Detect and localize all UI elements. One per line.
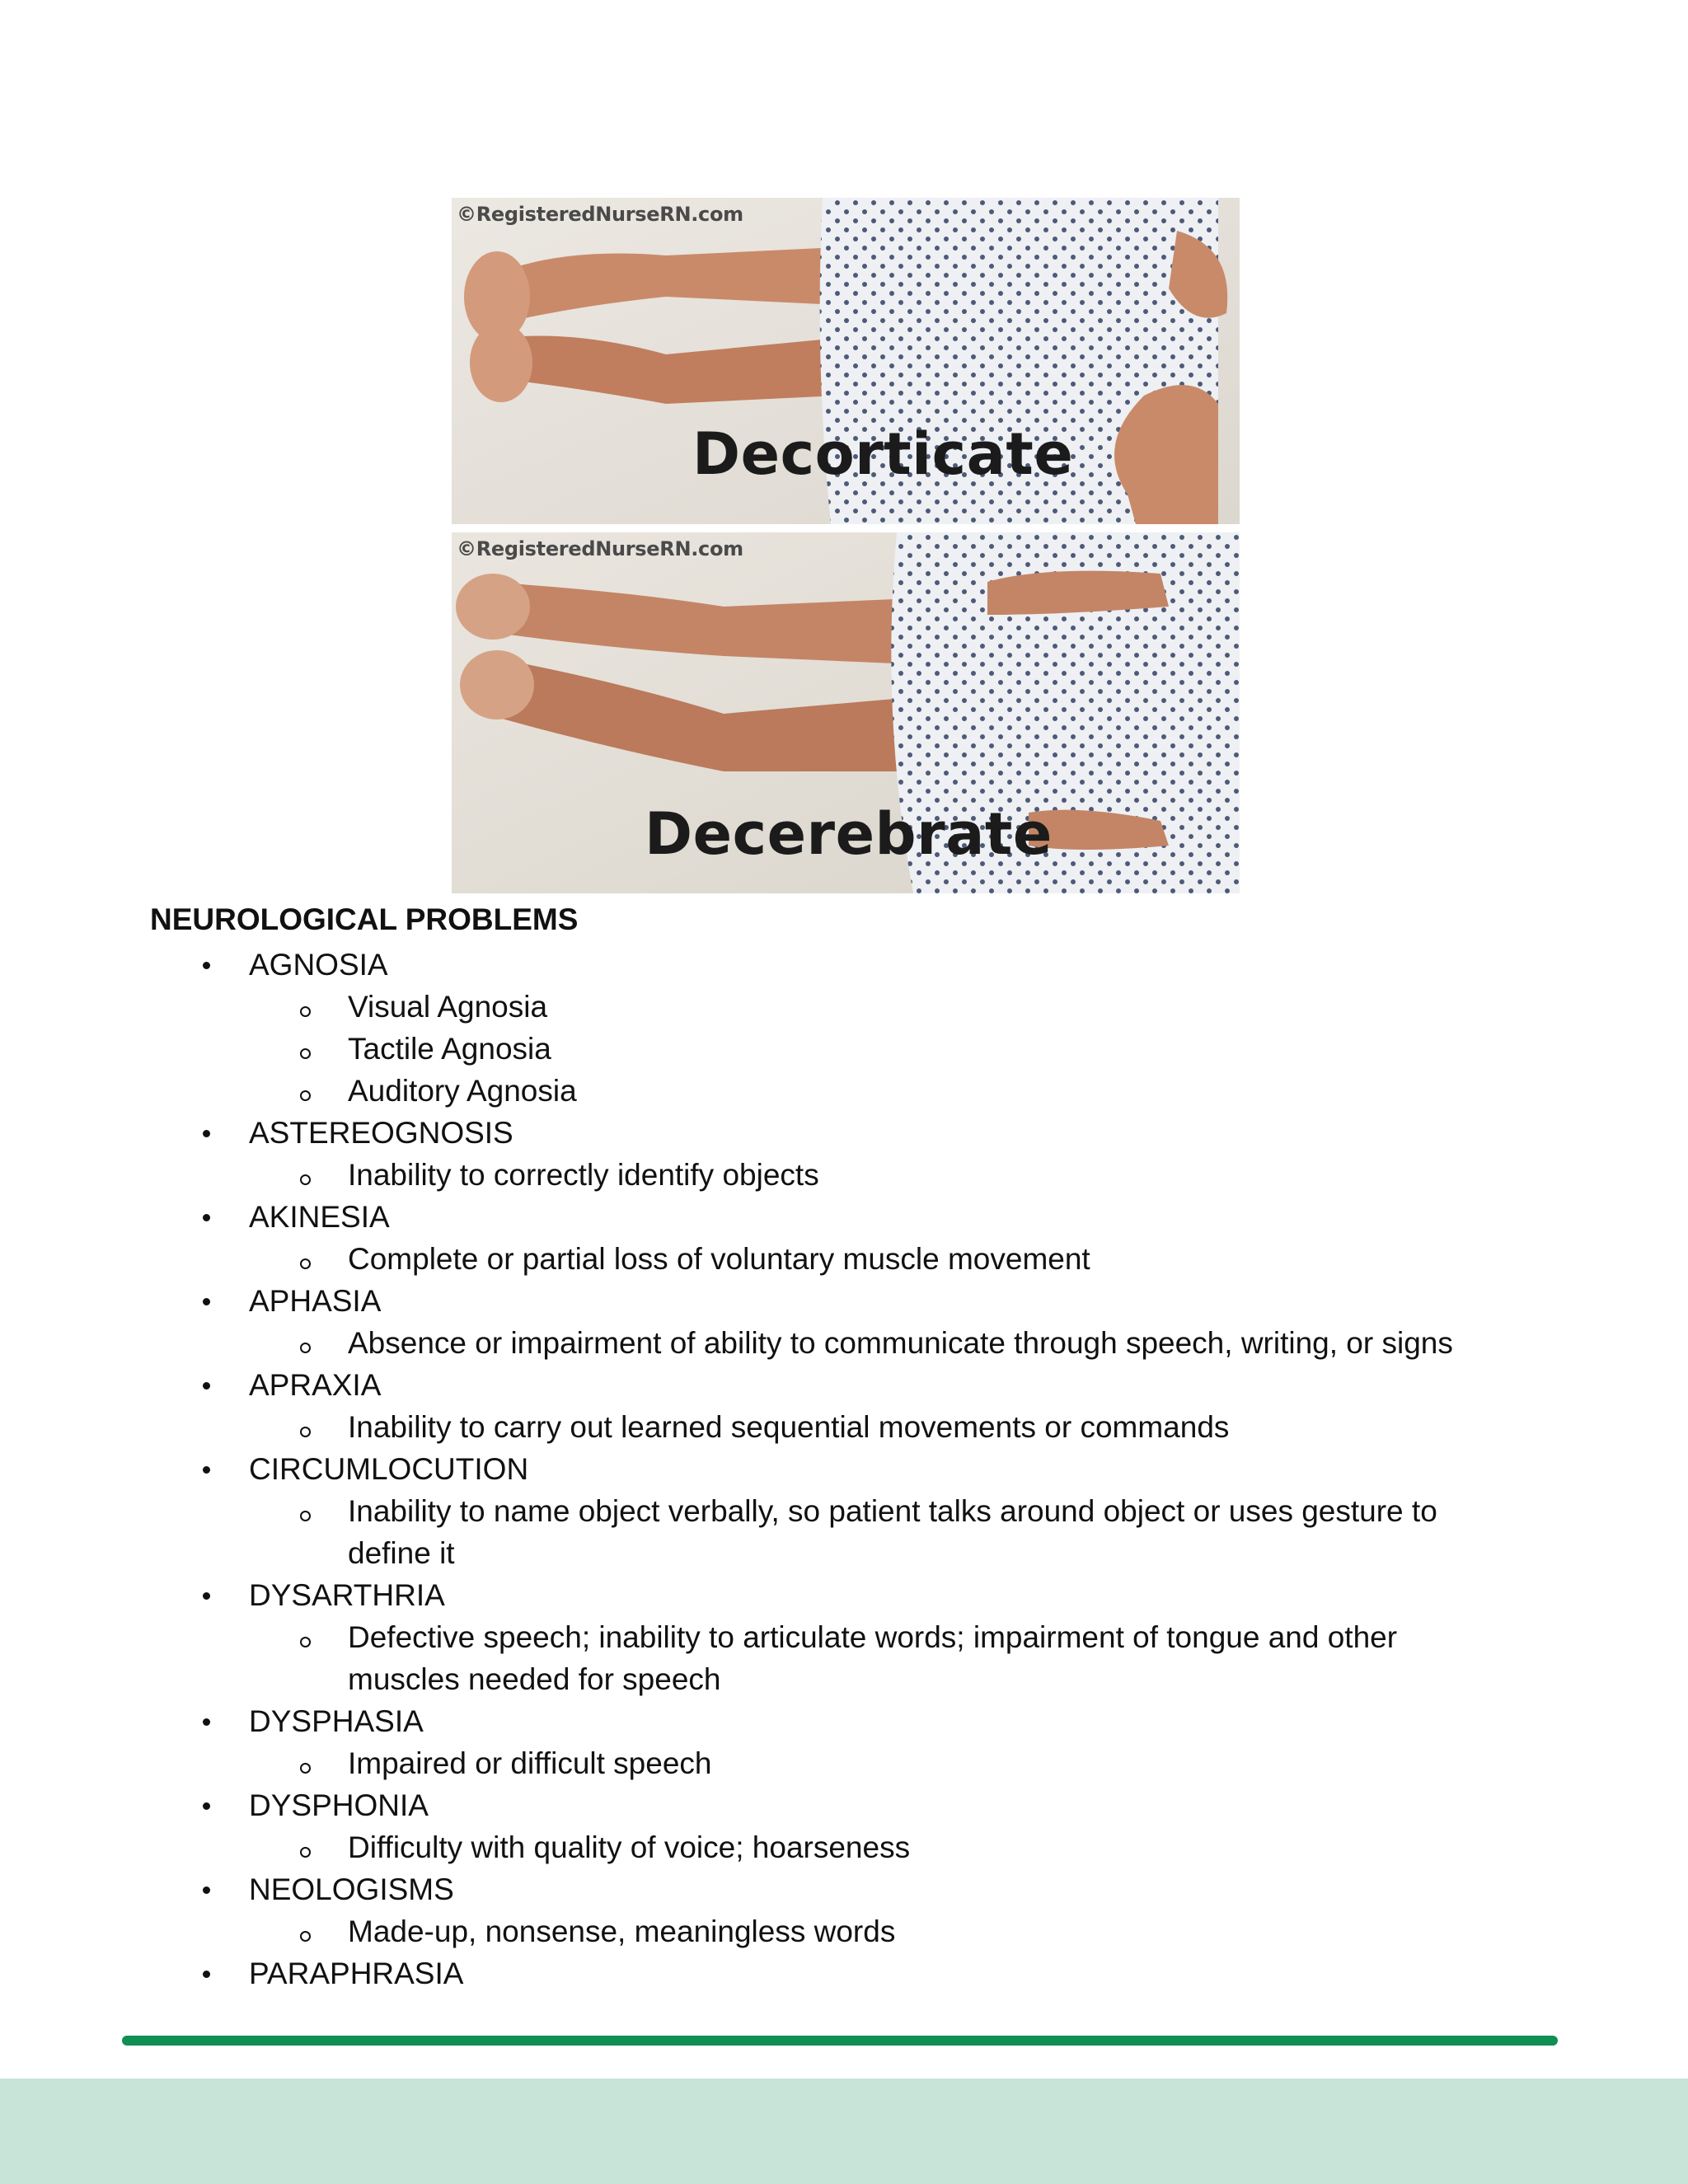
photo-watermark: ©RegisteredNurseRN.com <box>457 203 743 226</box>
neurological-terms-list <box>0 944 1502 1994</box>
section-title: NEUROLOGICAL PROBLEMS <box>150 902 579 936</box>
term-label: AGNOSIA <box>249 948 388 982</box>
term-details <box>0 1742 1502 1784</box>
term-details <box>0 1322 1502 1364</box>
term-detail: Visual Agnosia <box>0 986 1502 1028</box>
term-detail: Inability to carry out learned sequential movements or commands <box>0 1406 1502 1448</box>
term-label: NEOLOGISMS <box>249 1872 454 1906</box>
term-detail: Auditory Agnosia <box>0 1070 1502 1112</box>
list-item <box>0 1280 1502 1364</box>
term-label: DYSPHASIA <box>249 1704 424 1738</box>
photo-watermark: ©RegisteredNurseRN.com <box>457 537 743 560</box>
term-details <box>0 1406 1502 1448</box>
term-label: PARAPHRASIA <box>249 1957 464 1990</box>
term-details <box>0 1238 1502 1280</box>
list-item <box>0 1364 1502 1448</box>
term-details <box>0 1154 1502 1196</box>
list-item <box>0 944 1502 1112</box>
term-detail: Complete or partial loss of voluntary muscle movement <box>0 1238 1502 1280</box>
list-item <box>0 1952 1502 1994</box>
term-detail: Difficulty with quality of voice; hoarseness <box>0 1826 1502 1868</box>
term-details <box>0 1490 1502 1574</box>
term-detail: Absence or impairment of ability to communicate through speech, writing, or signs <box>0 1322 1502 1364</box>
photo-caption-decorticate: Decorticate <box>692 420 1074 488</box>
list-item <box>0 1448 1502 1574</box>
term-detail: Inability to name object verbally, so patient talks around object or uses gesture to define it <box>0 1490 1502 1574</box>
term-detail: Tactile Agnosia <box>0 1028 1502 1070</box>
term-label: ASTEREOGNOSIS <box>249 1116 513 1150</box>
term-label: DYSARTHRIA <box>249 1578 445 1612</box>
term-label: DYSPHONIA <box>249 1788 429 1822</box>
footer-band <box>0 2079 1688 2184</box>
term-detail: Inability to correctly identify objects <box>0 1154 1502 1196</box>
decerebrate-posture-photo <box>452 532 1240 893</box>
term-detail: Defective speech; inability to articulate words; impairment of tongue and other muscles needed for speech <box>0 1616 1502 1700</box>
term-label: APHASIA <box>249 1284 382 1318</box>
term-details <box>0 986 1502 1112</box>
term-label: CIRCUMLOCUTION <box>249 1452 529 1486</box>
term-detail: Impaired or difficult speech <box>0 1742 1502 1784</box>
term-details <box>0 1826 1502 1868</box>
list-item <box>0 1784 1502 1868</box>
photo-caption-decerebrate: Decerebrate <box>645 800 1053 868</box>
list-item <box>0 1700 1502 1784</box>
term-details <box>0 1910 1502 1952</box>
term-label: APRAXIA <box>249 1368 382 1402</box>
term-label: AKINESIA <box>249 1200 390 1234</box>
footer-rule <box>122 2036 1558 2046</box>
decorticate-posture-photo <box>452 198 1240 524</box>
list-item <box>0 1868 1502 1952</box>
list-item <box>0 1112 1502 1196</box>
list-item <box>0 1574 1502 1700</box>
term-details <box>0 1616 1502 1700</box>
term-detail: Made-up, nonsense, meaningless words <box>0 1910 1502 1952</box>
list-item <box>0 1196 1502 1280</box>
